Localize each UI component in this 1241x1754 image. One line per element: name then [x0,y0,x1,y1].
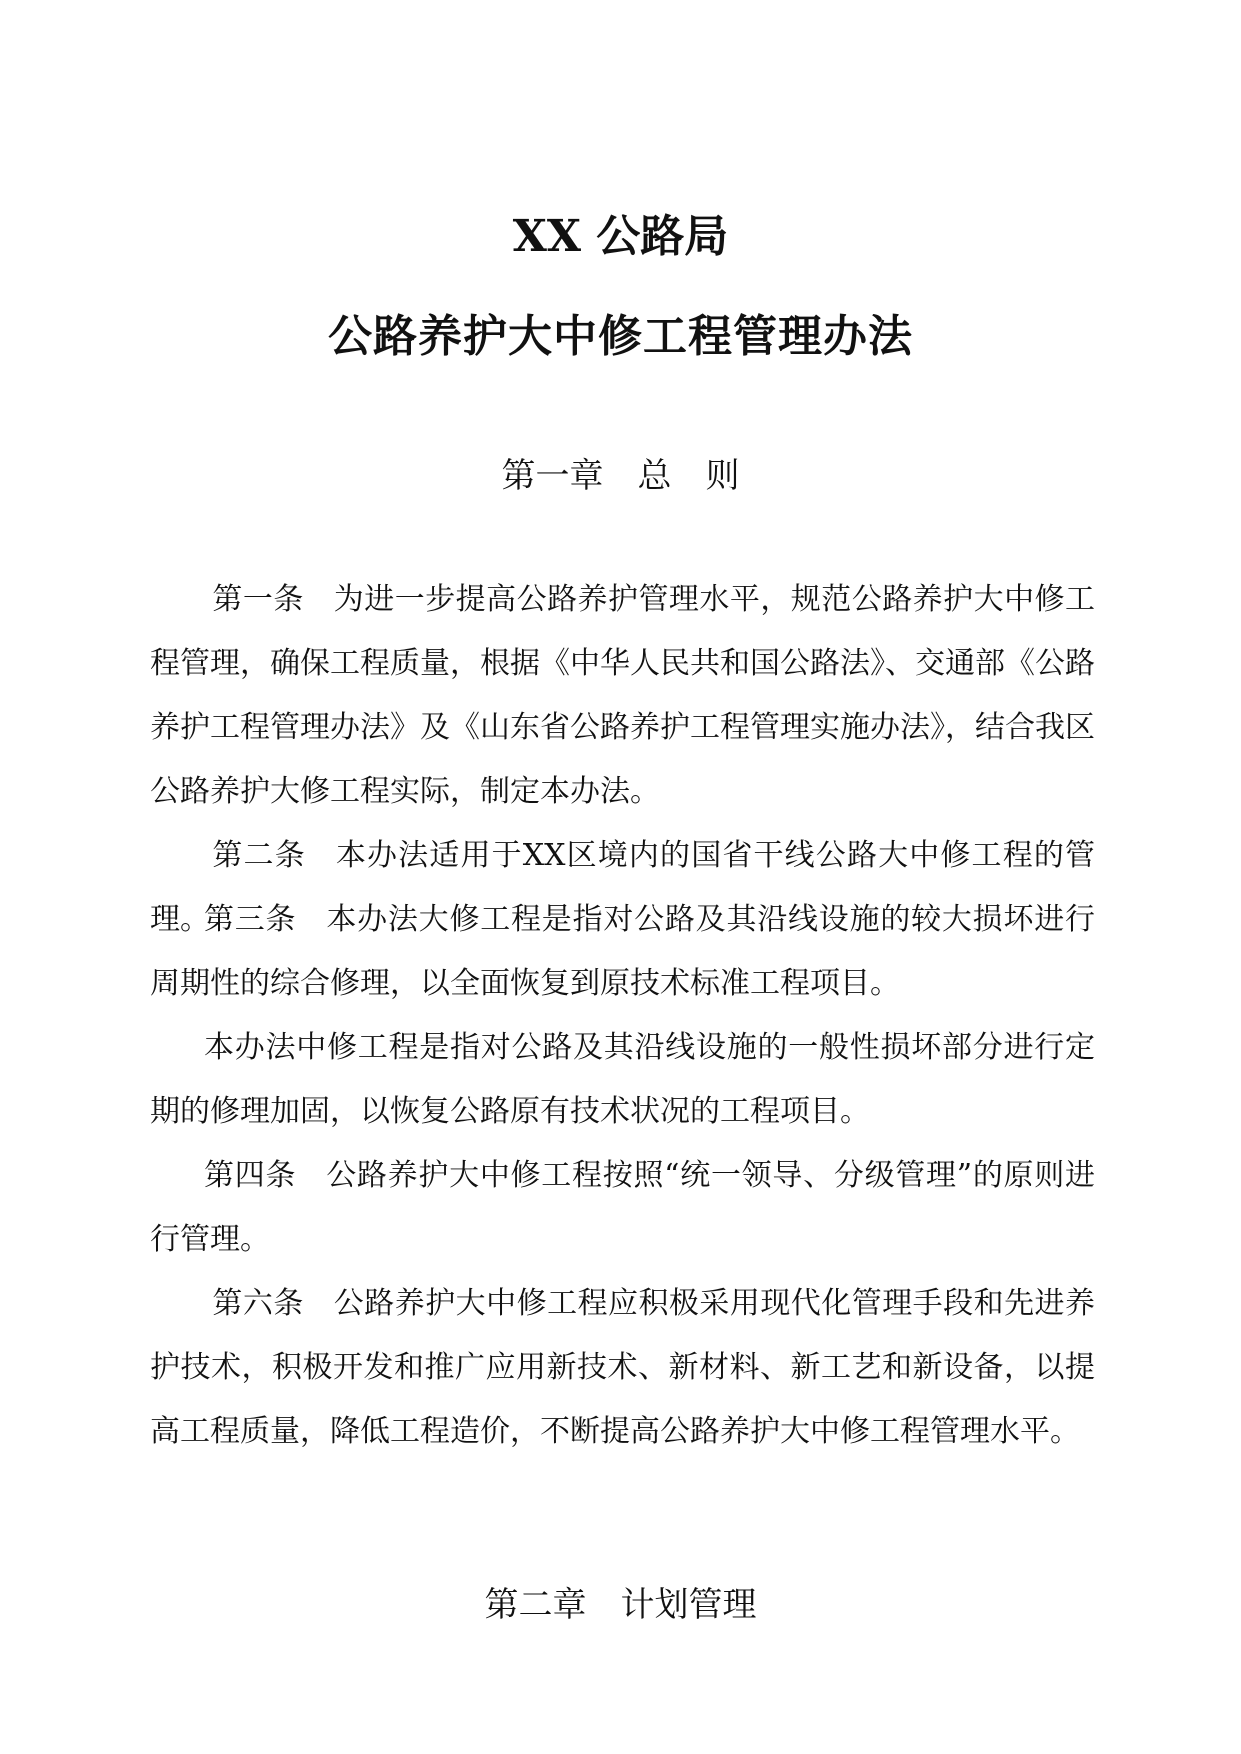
article-number: 第四条 [204,1158,297,1193]
article-text: 本办法中修工程是指对公路及其沿线设施的一般性损坏部分进行定期的修理加固，以恢复公路原有技术状况的工程项目。 [150,1030,1095,1129]
chapter-heading: 第二章 计划管理 [484,1585,757,1625]
article-text: 公路养护大中修工程按照“统一领导、分级管理”的原则进行管理。 [150,1158,1095,1257]
article-paragraph [150,1272,1095,1464]
article-paragraph [150,888,1095,1016]
article-text: 本办法大修工程是指对公路及其沿线设施的较大损坏进行周期性的综合修理，以全面恢复到原技术标准工程项目。 [150,902,1096,1001]
article-number: 第二条 [212,838,306,873]
article-paragraph [150,1016,1095,1144]
document-title: 公路养护大中修工程管理办法 [328,311,913,362]
article-number: 第六条 [212,1286,304,1321]
document-title-org: XX 公路局 [512,211,729,262]
article-paragraph [150,568,1095,824]
article-paragraph [150,1144,1095,1272]
chapter-heading: 第一章 总 则 [501,456,740,496]
article-text: 为进一步提高公路养护管理水平，规范公路养护大中修工程管理，确保工程质量，根据《中华人民共和国公路法》、交通部《公路养护工程管理办法》及《山东省公路养护工程管理实施办法》，结合我区公路养护大修工程实际，制定本办法。 [150,582,1096,809]
article-number: 第一条 [212,582,304,617]
article-text: 本办法适用于XX区境内的国省干线公路大中修工程的管理。 [150,838,1095,937]
article-text: 公路养护大中修工程应积极采用现代化管理手段和先进养护技术，积极开发和推广应用新技术、新材料、新工艺和新设备，以提高工程质量，降低工程造价，不断提高公路养护大中修工程管理水平。 [150,1286,1096,1449]
article-number: 第三条 [204,902,297,937]
